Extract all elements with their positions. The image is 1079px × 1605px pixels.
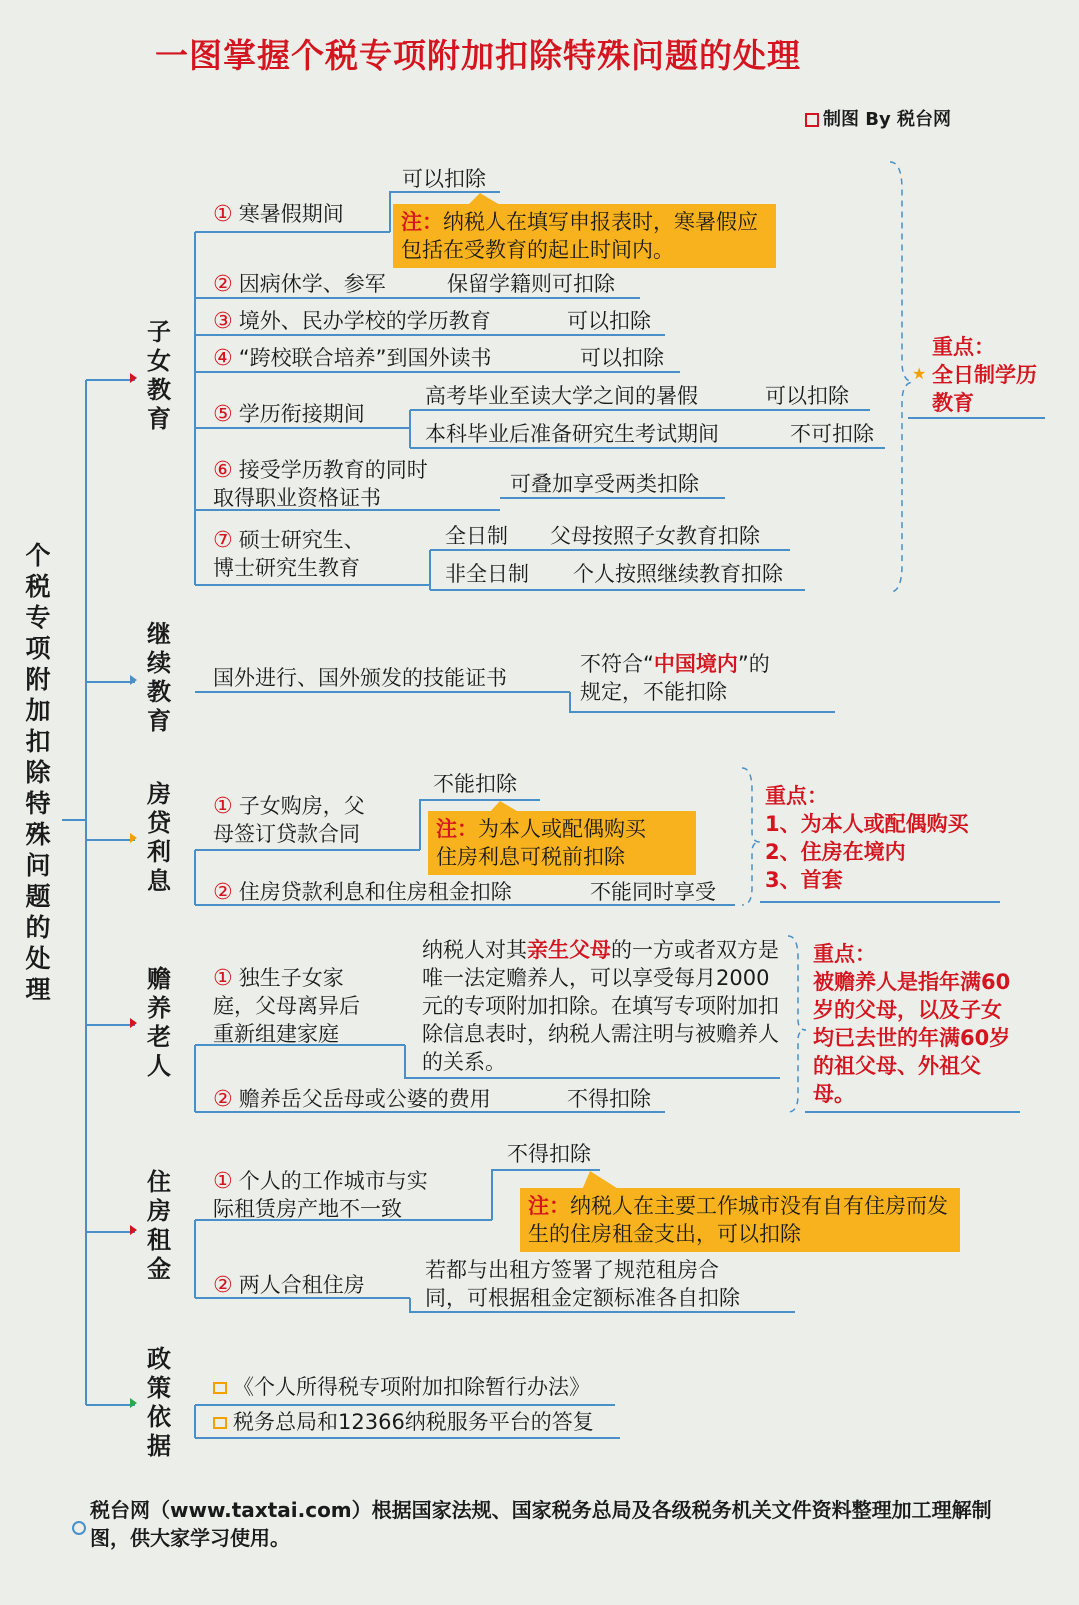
elder-item-2: ② 赡养岳父岳母或公婆的费用 [213, 1087, 491, 1112]
mortgage-key-3: 3、首套 [765, 868, 843, 892]
cont-edu-label: 国外进行、国外颁发的技能证书 [213, 666, 507, 690]
edu-key-text: 全日制学历教育 [932, 363, 1037, 415]
edu-item-5a-label: 高考毕业至读大学之间的暑假 [425, 384, 698, 408]
elder-item-1-result: 纳税人对其亲生父母的一方或者双方是唯一法定赡养人，可以享受每月2000元的专项附加扣除。在填写专项附加扣除信息表时，纳税人需注明与被赡养人的关系。 [422, 938, 779, 1074]
rent-item-1-note: 注：纳税人在主要工作城市没有自有住房而发生的住房租金支出，可以扣除 [520, 1188, 960, 1252]
mortgage-item-2-result: 不能同时享受 [590, 880, 716, 904]
flag-icon [130, 1398, 137, 1408]
elder-item-1: ① 独生子女家 [213, 966, 344, 991]
rent-item-2-result-1: 若都与出租方签署了规范租房合 [425, 1258, 719, 1282]
edu-item-1: ① 寒暑假期间 [213, 202, 344, 227]
edu-item-7b-result: 个人按照继续教育扣除 [573, 562, 783, 586]
rent-item-2: ② 两人合租住房 [213, 1273, 365, 1298]
edu-item-5b-result: 不可扣除 [790, 422, 874, 446]
star-icon: ★ [912, 364, 927, 383]
edu-item-6: ⑥ 接受学历教育的同时 [213, 458, 428, 483]
category-elder-support: 赡养老人 [147, 965, 171, 1080]
edu-item-7: ⑦ 硕士研究生、 [213, 528, 365, 553]
edu-item-6-result: 可叠加享受两类扣除 [510, 472, 699, 496]
rent-item-1-line2: 际租赁房产地不一致 [213, 1197, 402, 1221]
brace-elder [788, 936, 806, 1112]
edu-item-7-line2: 博士研究生教育 [213, 556, 360, 580]
brace-mortgage [742, 768, 760, 905]
policy-item-1: 《个人所得税专项附加扣除暂行办法》 [213, 1373, 590, 1401]
edu-item-3-result: 可以扣除 [567, 309, 651, 333]
mortgage-key-1: 1、为本人或配偶购买 [765, 812, 969, 836]
rent-item-1-result: 不得扣除 [507, 1142, 591, 1166]
rent-item-2-result-2: 同，可根据租金定额标准各自扣除 [425, 1286, 740, 1310]
elder-key-text: 被赡养人是指年满60岁的父母，以及子女均已去世的年满60岁的祖父母、外祖父母。 [813, 970, 1011, 1106]
mortgage-key-2: 2、住房在境内 [765, 840, 906, 864]
policy-item-2: 税务总局和12366纳税服务平台的答复 [213, 1408, 594, 1436]
edu-item-1-note: 注：纳税人在填写申报表时，寒暑假应包括在受教育的起止时间内。 [393, 204, 776, 268]
document-icon [213, 1382, 227, 1394]
edu-item-5b-label: 本科毕业后准备研究生考试期间 [425, 422, 719, 446]
category-policy-basis: 政策依据 [147, 1345, 171, 1460]
page-title: 一图掌握个税专项附加扣除特殊问题的处理 [155, 36, 801, 75]
flag-icon [130, 833, 137, 843]
edu-item-2: ② 因病休学、参军 [213, 272, 386, 297]
edu-key-title: 重点： [932, 335, 995, 359]
edu-item-7a-label: 全日制 [445, 524, 508, 548]
edu-item-2-result: 保留学籍则可扣除 [447, 272, 615, 296]
edu-item-4-result: 可以扣除 [580, 346, 664, 370]
edu-item-4: ④ “跨校联合培养”到国外读书 [213, 346, 492, 371]
rent-item-1: ① 个人的工作城市与实 [213, 1169, 428, 1194]
square-icon [805, 113, 819, 127]
category-housing-rent: 住房租金 [147, 1168, 171, 1283]
document-icon [213, 1417, 227, 1429]
edu-item-5: ⑤ 学历衔接期间 [213, 402, 365, 427]
cont-edu-result-1: 不符合“中国境内”的 [580, 652, 770, 676]
edu-item-3: ③ 境外、民办学校的学历教育 [213, 309, 491, 334]
cont-edu-result-2: 规定，不能扣除 [580, 680, 727, 704]
credit: 制图 By 税台网 [805, 105, 951, 131]
mortgage-key-title: 重点： [765, 784, 828, 808]
flag-icon [130, 675, 137, 685]
mortgage-item-1-line2: 母签订贷款合同 [213, 822, 360, 846]
mortgage-item-1: ① 子女购房，父 [213, 794, 365, 819]
flag-icon [130, 1225, 137, 1235]
edu-item-1-result: 可以扣除 [402, 167, 486, 191]
root-node: 个税专项附加扣除特殊问题的处理 [25, 541, 51, 1004]
edu-item-6-line2: 取得职业资格证书 [213, 486, 381, 510]
elder-item-1-line3: 重新组建家庭 [213, 1022, 339, 1046]
footer-text: 税台网（www.taxtai.com）根据国家法规、国家税务总局及各级税务机关文件资料整理加工理解制图，供大家学习使用。 [90, 1498, 992, 1550]
flag-icon [130, 373, 137, 383]
elder-item-2-result: 不得扣除 [567, 1087, 651, 1111]
mortgage-item-2: ② 住房贷款利息和住房租金扣除 [213, 880, 512, 905]
category-continuing-edu: 继续教育 [147, 620, 171, 735]
brace-edu [890, 162, 912, 592]
edu-item-7b-label: 非全日制 [445, 562, 529, 586]
mortgage-item-1-result: 不能扣除 [433, 772, 517, 796]
category-children-edu: 子女教育 [147, 318, 171, 433]
elder-key-title: 重点： [813, 942, 876, 966]
edu-item-5a-result: 可以扣除 [765, 384, 849, 408]
info-icon [72, 1521, 86, 1535]
flag-icon [130, 1018, 137, 1028]
edu-item-7a-result: 父母按照子女教育扣除 [550, 524, 760, 548]
mortgage-item-1-note: 注：为本人或配偶购买 住房利息可税前扣除 [428, 811, 696, 875]
elder-item-1-line2: 庭，父母离异后 [213, 994, 360, 1018]
category-mortgage: 房贷利息 [147, 780, 171, 895]
